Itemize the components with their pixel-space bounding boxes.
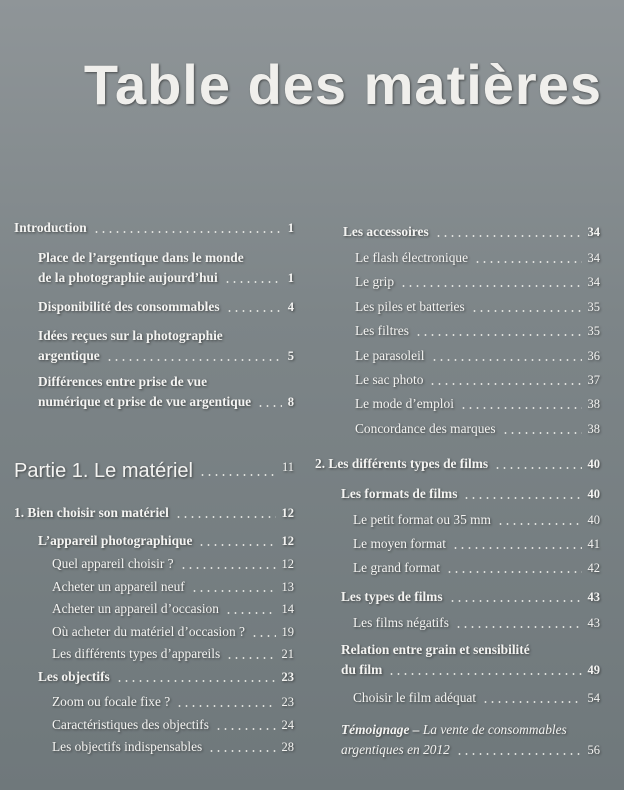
toc-entry-formats-films[interactable]: Les formats de films 40 xyxy=(341,486,600,501)
toc-entry-chapter-2[interactable]: 2. Les différents types de films 40 xyxy=(315,456,600,471)
toc-entry-lens-item-2[interactable]: Les objectifs indispensables 28 xyxy=(52,739,294,754)
toc-entry-appareil-photographique[interactable]: L’appareil photographique 12 xyxy=(38,533,294,548)
toc-entry-consommables[interactable]: Disponibilité des consommables 4 xyxy=(38,299,294,314)
toc-entry-accessory-item-4[interactable]: Le parasoleil 36 xyxy=(355,347,600,363)
toc-entry-accessory-item-2[interactable]: Les piles et batteries 35 xyxy=(355,298,600,314)
page-title: Table des matières xyxy=(83,53,602,116)
toc-entry-camera-item-2[interactable]: Acheter un appareil d’occasion 14 xyxy=(52,601,294,616)
toc-entry-idees-recues[interactable]: Idées reçues sur la photographie argentique 5 xyxy=(38,328,294,363)
toc-entry-temoignage[interactable]: Témoignage – La vente de consommables argentiques en 2012 56 xyxy=(341,722,600,757)
toc-entry-accessory-item-0[interactable]: Le flash électronique 34 xyxy=(355,250,600,265)
toc-entry-differences[interactable]: Différences entre prise de vue numérique et prise de vue argentique 8 xyxy=(38,374,294,409)
toc-entry-grain-sensibilite[interactable]: Relation entre grain et sensibilité du film 49 xyxy=(341,642,600,677)
toc-entry-introduction[interactable]: Introduction 1 xyxy=(14,220,294,235)
toc-entry-format-item-2[interactable]: Le grand format 42 xyxy=(353,560,600,575)
toc-entry-camera-item-4[interactable]: Les différents types d’appareils 21 xyxy=(52,646,294,661)
toc-entry-accessory-item-1[interactable]: Le grip 34 xyxy=(355,274,600,290)
toc-entry-types-films[interactable]: Les types de films 43 xyxy=(341,589,600,604)
toc-entry-objectifs[interactable]: Les objectifs 23 xyxy=(38,669,294,684)
toc-entry-lens-item-1[interactable]: Caractéristiques des objectifs 24 xyxy=(52,716,294,732)
toc-entry-accessory-item-6[interactable]: Le mode d’emploi 38 xyxy=(355,396,600,412)
toc-entry-accessory-item-5[interactable]: Le sac photo 37 xyxy=(355,372,600,387)
toc-entry-camera-item-1[interactable]: Acheter un appareil neuf 13 xyxy=(52,578,294,594)
toc-entry-chapter-1[interactable]: 1. Bien choisir son matériel 12 xyxy=(14,505,294,520)
toc-entry-format-item-0[interactable]: Le petit format ou 35 mm 40 xyxy=(353,512,600,527)
toc-entry-accessory-item-3[interactable]: Les filtres 35 xyxy=(355,323,600,339)
toc-entry-partie-1[interactable]: Partie 1. Le matériel 11 xyxy=(14,460,294,482)
toc-entry-grain-item-0[interactable]: Choisir le film adéquat 54 xyxy=(353,690,600,705)
toc-entry-format-item-1[interactable]: Le moyen format 41 xyxy=(353,536,600,551)
toc-entry-camera-item-0[interactable]: Quel appareil choisir ? 12 xyxy=(52,556,294,571)
toc-entry-accessory-item-7[interactable]: Concordance des marques 38 xyxy=(355,420,600,436)
toc-entry-accessoires[interactable]: Les accessoires 34 xyxy=(343,224,600,239)
toc-entry-film-type-item-0[interactable]: Les films négatifs 43 xyxy=(353,615,600,630)
toc-entry-place-argentique[interactable]: Place de l’argentique dans le monde de la photographie aujourd’hui 1 xyxy=(38,250,294,285)
toc-entry-lens-item-0[interactable]: Zoom ou focale fixe ? 23 xyxy=(52,694,294,709)
toc-entry-camera-item-3[interactable]: Où acheter du matériel d’occasion ? 19 xyxy=(52,623,294,639)
